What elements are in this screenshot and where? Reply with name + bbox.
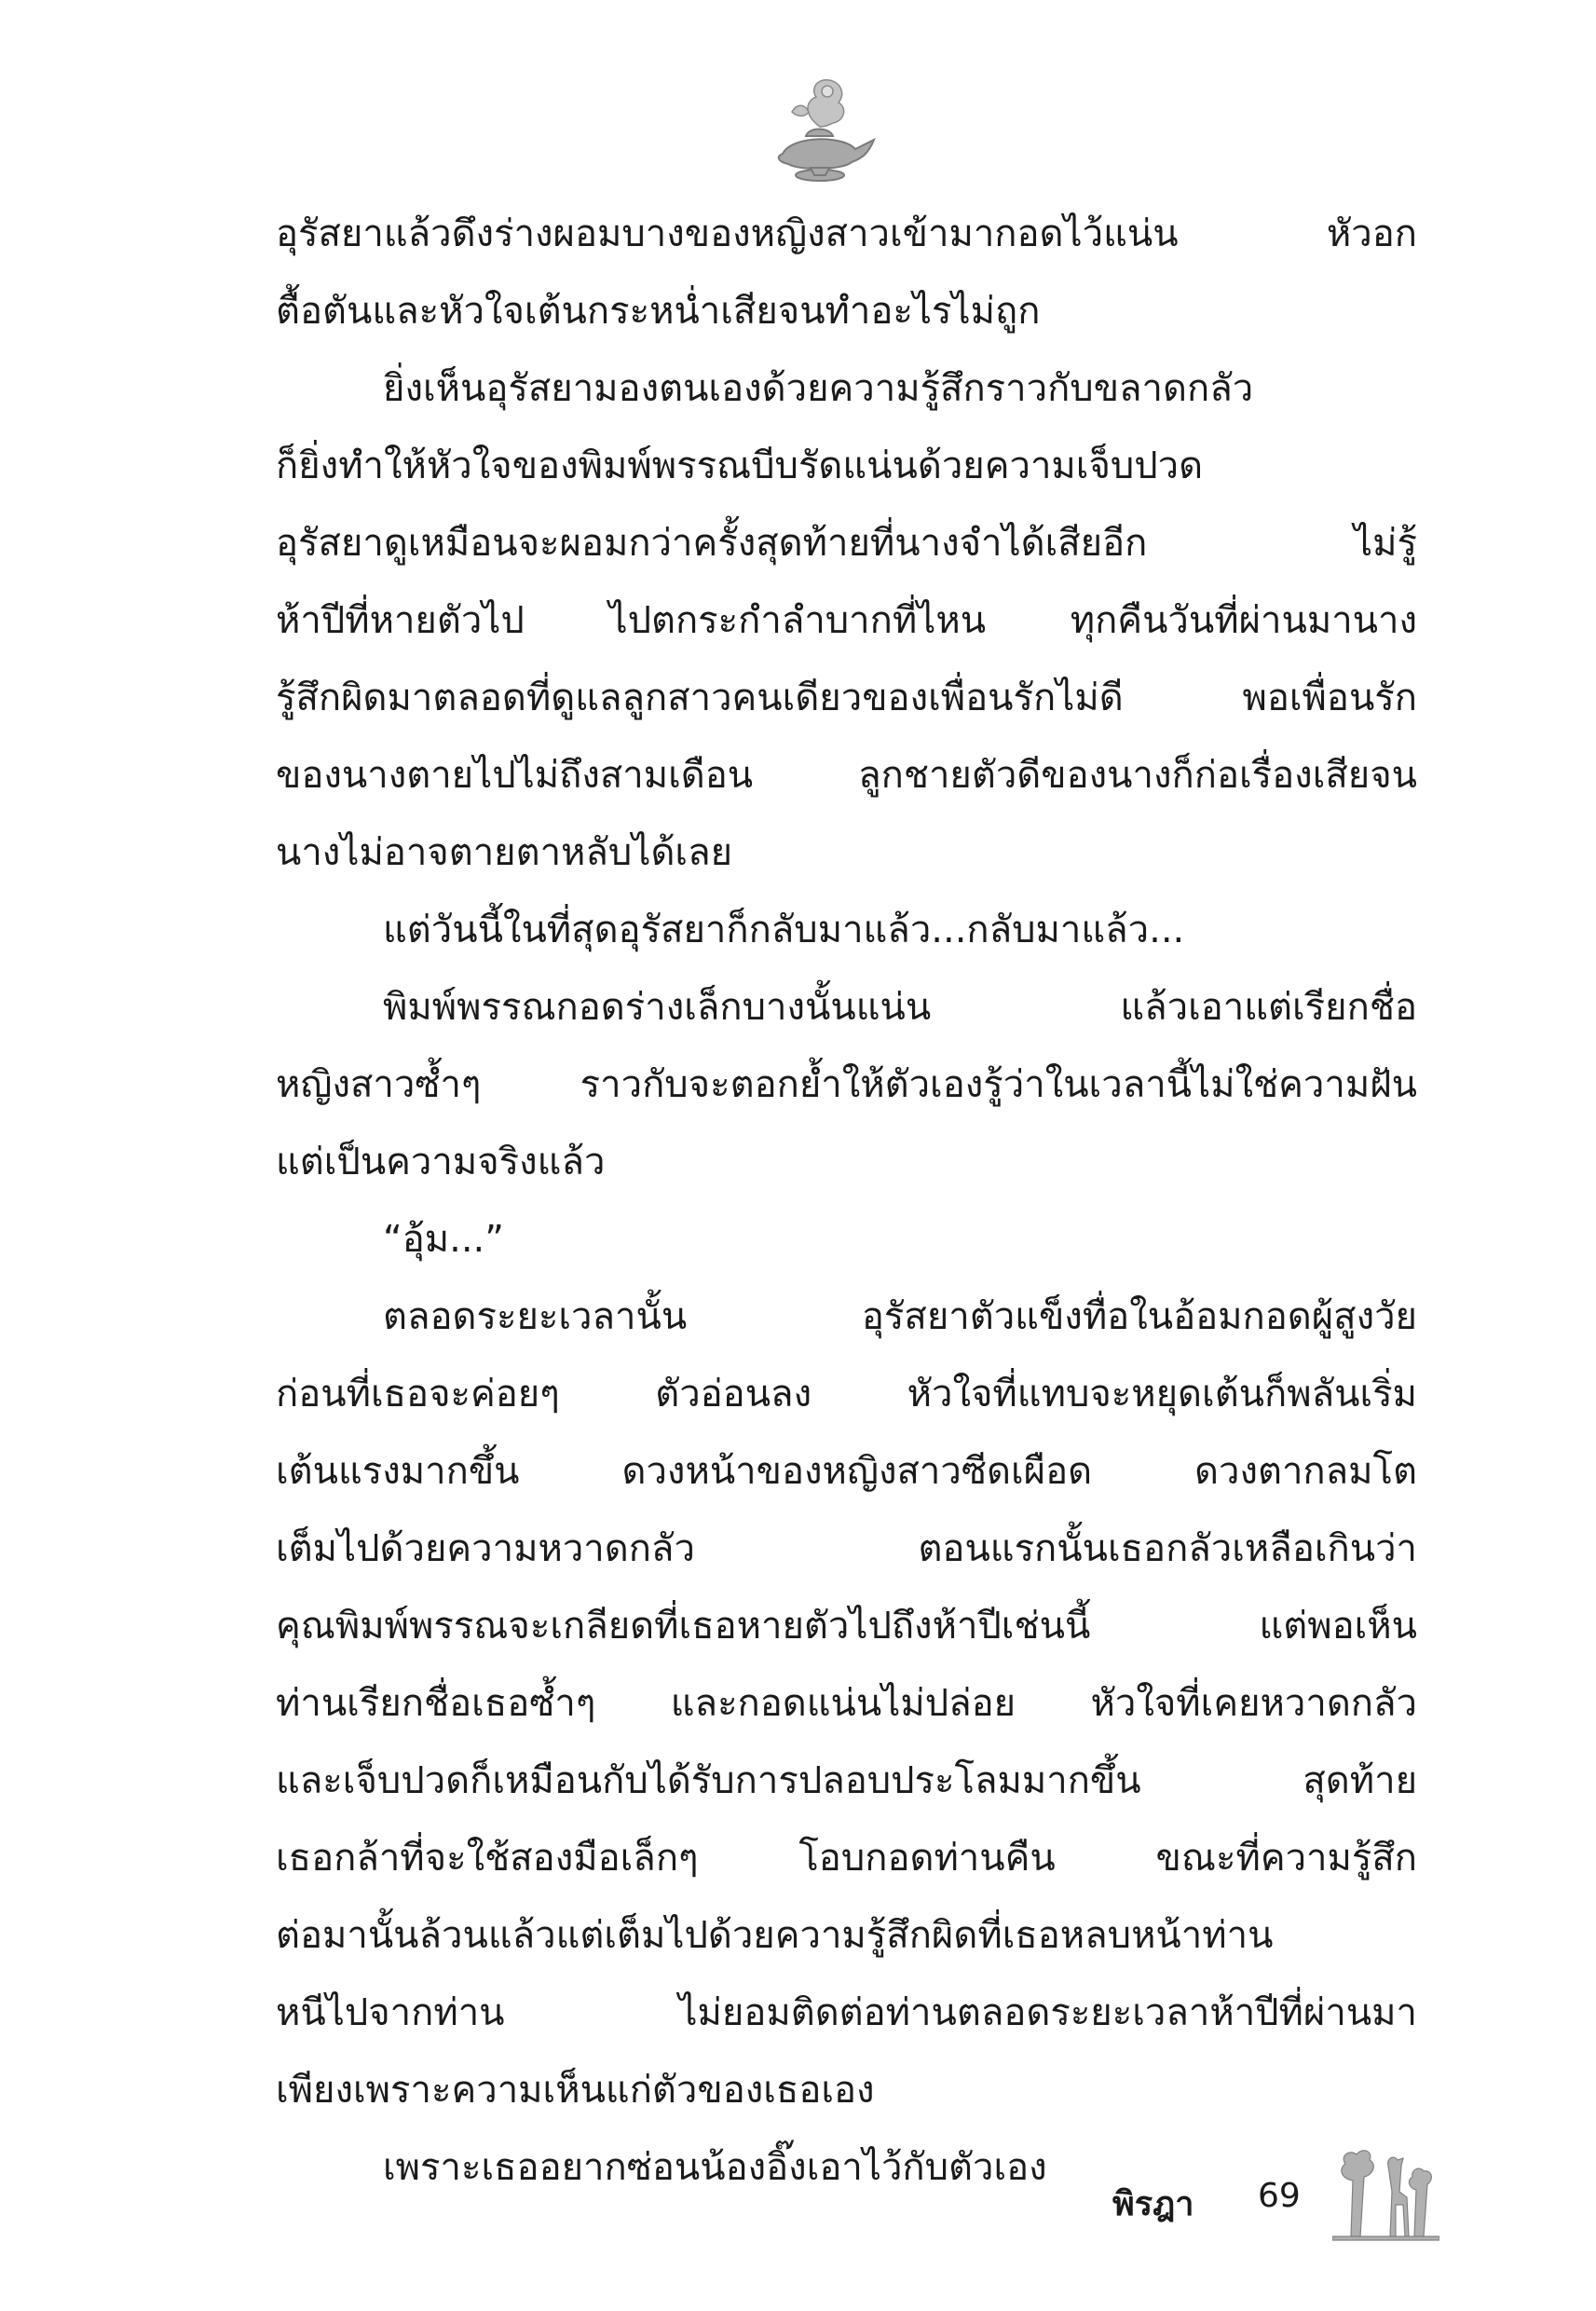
text-line: คุณพิมพ์พรรณจะเกลียดที่เธอหายตัวไปถึงห้าปีเช่นนี้ แต่พอเห็น <box>276 1605 1417 1648</box>
text-line: เต็มไปด้วยความหวาดกลัว ตอนแรกนั้นเธอกลัวเหลือเกินว่า <box>276 1527 1417 1570</box>
text-line: อุรัสยาดูเหมือนจะผอมกว่าครั้งสุดท้ายที่นางจำได้เสียอีก ไม่รู้ <box>276 522 1417 565</box>
text-line: เต้นแรงมากขึ้น ดวงหน้าของหญิงสาวซีดเผือด ดวงตากลมโต <box>276 1450 1417 1493</box>
text-line: ของนางตายไปไม่ถึงสามเดือน ลูกชายตัวดีของนางก็ก่อเรื่องเสียจน <box>276 754 1417 797</box>
text-line: หญิงสาวซ้ำๆ ราวกับจะตอกย้ำให้ตัวเองรู้ว่าในเวลานี้ไม่ใช่ความฝัน <box>276 1063 1417 1106</box>
text-line: นางไม่อาจตายตาหลับได้เลย <box>276 831 733 874</box>
text-line: แต่วันนี้ในที่สุดอุรัสยาก็กลับมาแล้ว...กลับมาแล้ว... <box>383 909 1185 951</box>
text-line: เธอกล้าที่จะใช้สองมือเล็กๆ โอบกอดท่านคืน ขณะที่ความรู้สึก <box>276 1837 1417 1880</box>
text-line: พิมพ์พรรณกอดร่างเล็กบางนั้นแน่น แล้วเอาแต่เรียกชื่อ <box>383 986 1417 1029</box>
text-line: และเจ็บปวดก็เหมือนกับได้รับการปลอบประโลมมากขึ้น สุดท้าย <box>276 1759 1417 1802</box>
text-line: ก็ยิ่งทำให้หัวใจของพิมพ์พรรณบีบรัดแน่นด้วยความเจ็บปวด <box>276 444 1204 487</box>
text-line: ก่อนที่เธอจะค่อยๆ ตัวอ่อนลง หัวใจที่แทบจะหยุดเต้นก็พลันเริ่ม <box>276 1373 1417 1415</box>
text-line: หนีไปจากท่าน ไม่ยอมติดต่อท่านตลอดระยะเวลาห้าปีที่ผ่านมา <box>276 1991 1417 2034</box>
text-line: เพราะเธออยากซ่อนน้องอิ๊งเอาไว้กับตัวเอง <box>383 2146 1047 2189</box>
text-line: ห้าปีที่หายตัวไป ไปตกระกำลำบากที่ไหน ทุกคืนวันที่ผ่านมานาง <box>276 599 1417 642</box>
text-line: อุรัสยาแล้วดึงร่างผอมบางของหญิงสาวเข้ามากอดไว้แน่น หัวอก <box>276 212 1417 255</box>
text-line: เพียงเพราะความเห็นแก่ตัวของเธอเอง <box>276 2069 875 2112</box>
text-line: ต่อมานั้นล้วนแล้วแต่เต็มไปด้วยความรู้สึกผิดที่เธอหลบหน้าท่าน <box>276 1914 1274 1957</box>
body-text <box>276 196 1417 2207</box>
text-line: แต่เป็นความจริงแล้ว <box>276 1141 606 1183</box>
giraffe-trees-icon <box>1332 2143 1439 2244</box>
book-title: พิรฎา <box>1112 2185 1194 2223</box>
genie-lamp-icon <box>755 65 885 186</box>
text-line: ตลอดระยะเวลานั้น อุรัสยาตัวแข็งทื่อในอ้อมกอดผู้สูงวัย <box>383 1295 1417 1338</box>
text-line: รู้สึกผิดมาตลอดที่ดูแลลูกสาวคนเดียวของเพื่อนรักไม่ดี พอเพื่อนรัก <box>276 677 1417 719</box>
text-line: ยิ่งเห็นอุรัสยามองตนเองด้วยความรู้สึกราวกับขลาดกลัว <box>383 367 1254 410</box>
page-number: 69 <box>1258 2177 1301 2215</box>
text-line: ตื้อตันและหัวใจเต้นกระหน่ำเสียจนทำอะไรไม่ถูก <box>276 290 1041 333</box>
page-footer <box>1109 2143 1444 2246</box>
text-line: ท่านเรียกชื่อเธอซ้ำๆ และกอดแน่นไม่ปล่อย หัวใจที่เคยหวาดกลัว <box>276 1682 1417 1725</box>
text-line: “อุ้ม...” <box>383 1218 504 1261</box>
